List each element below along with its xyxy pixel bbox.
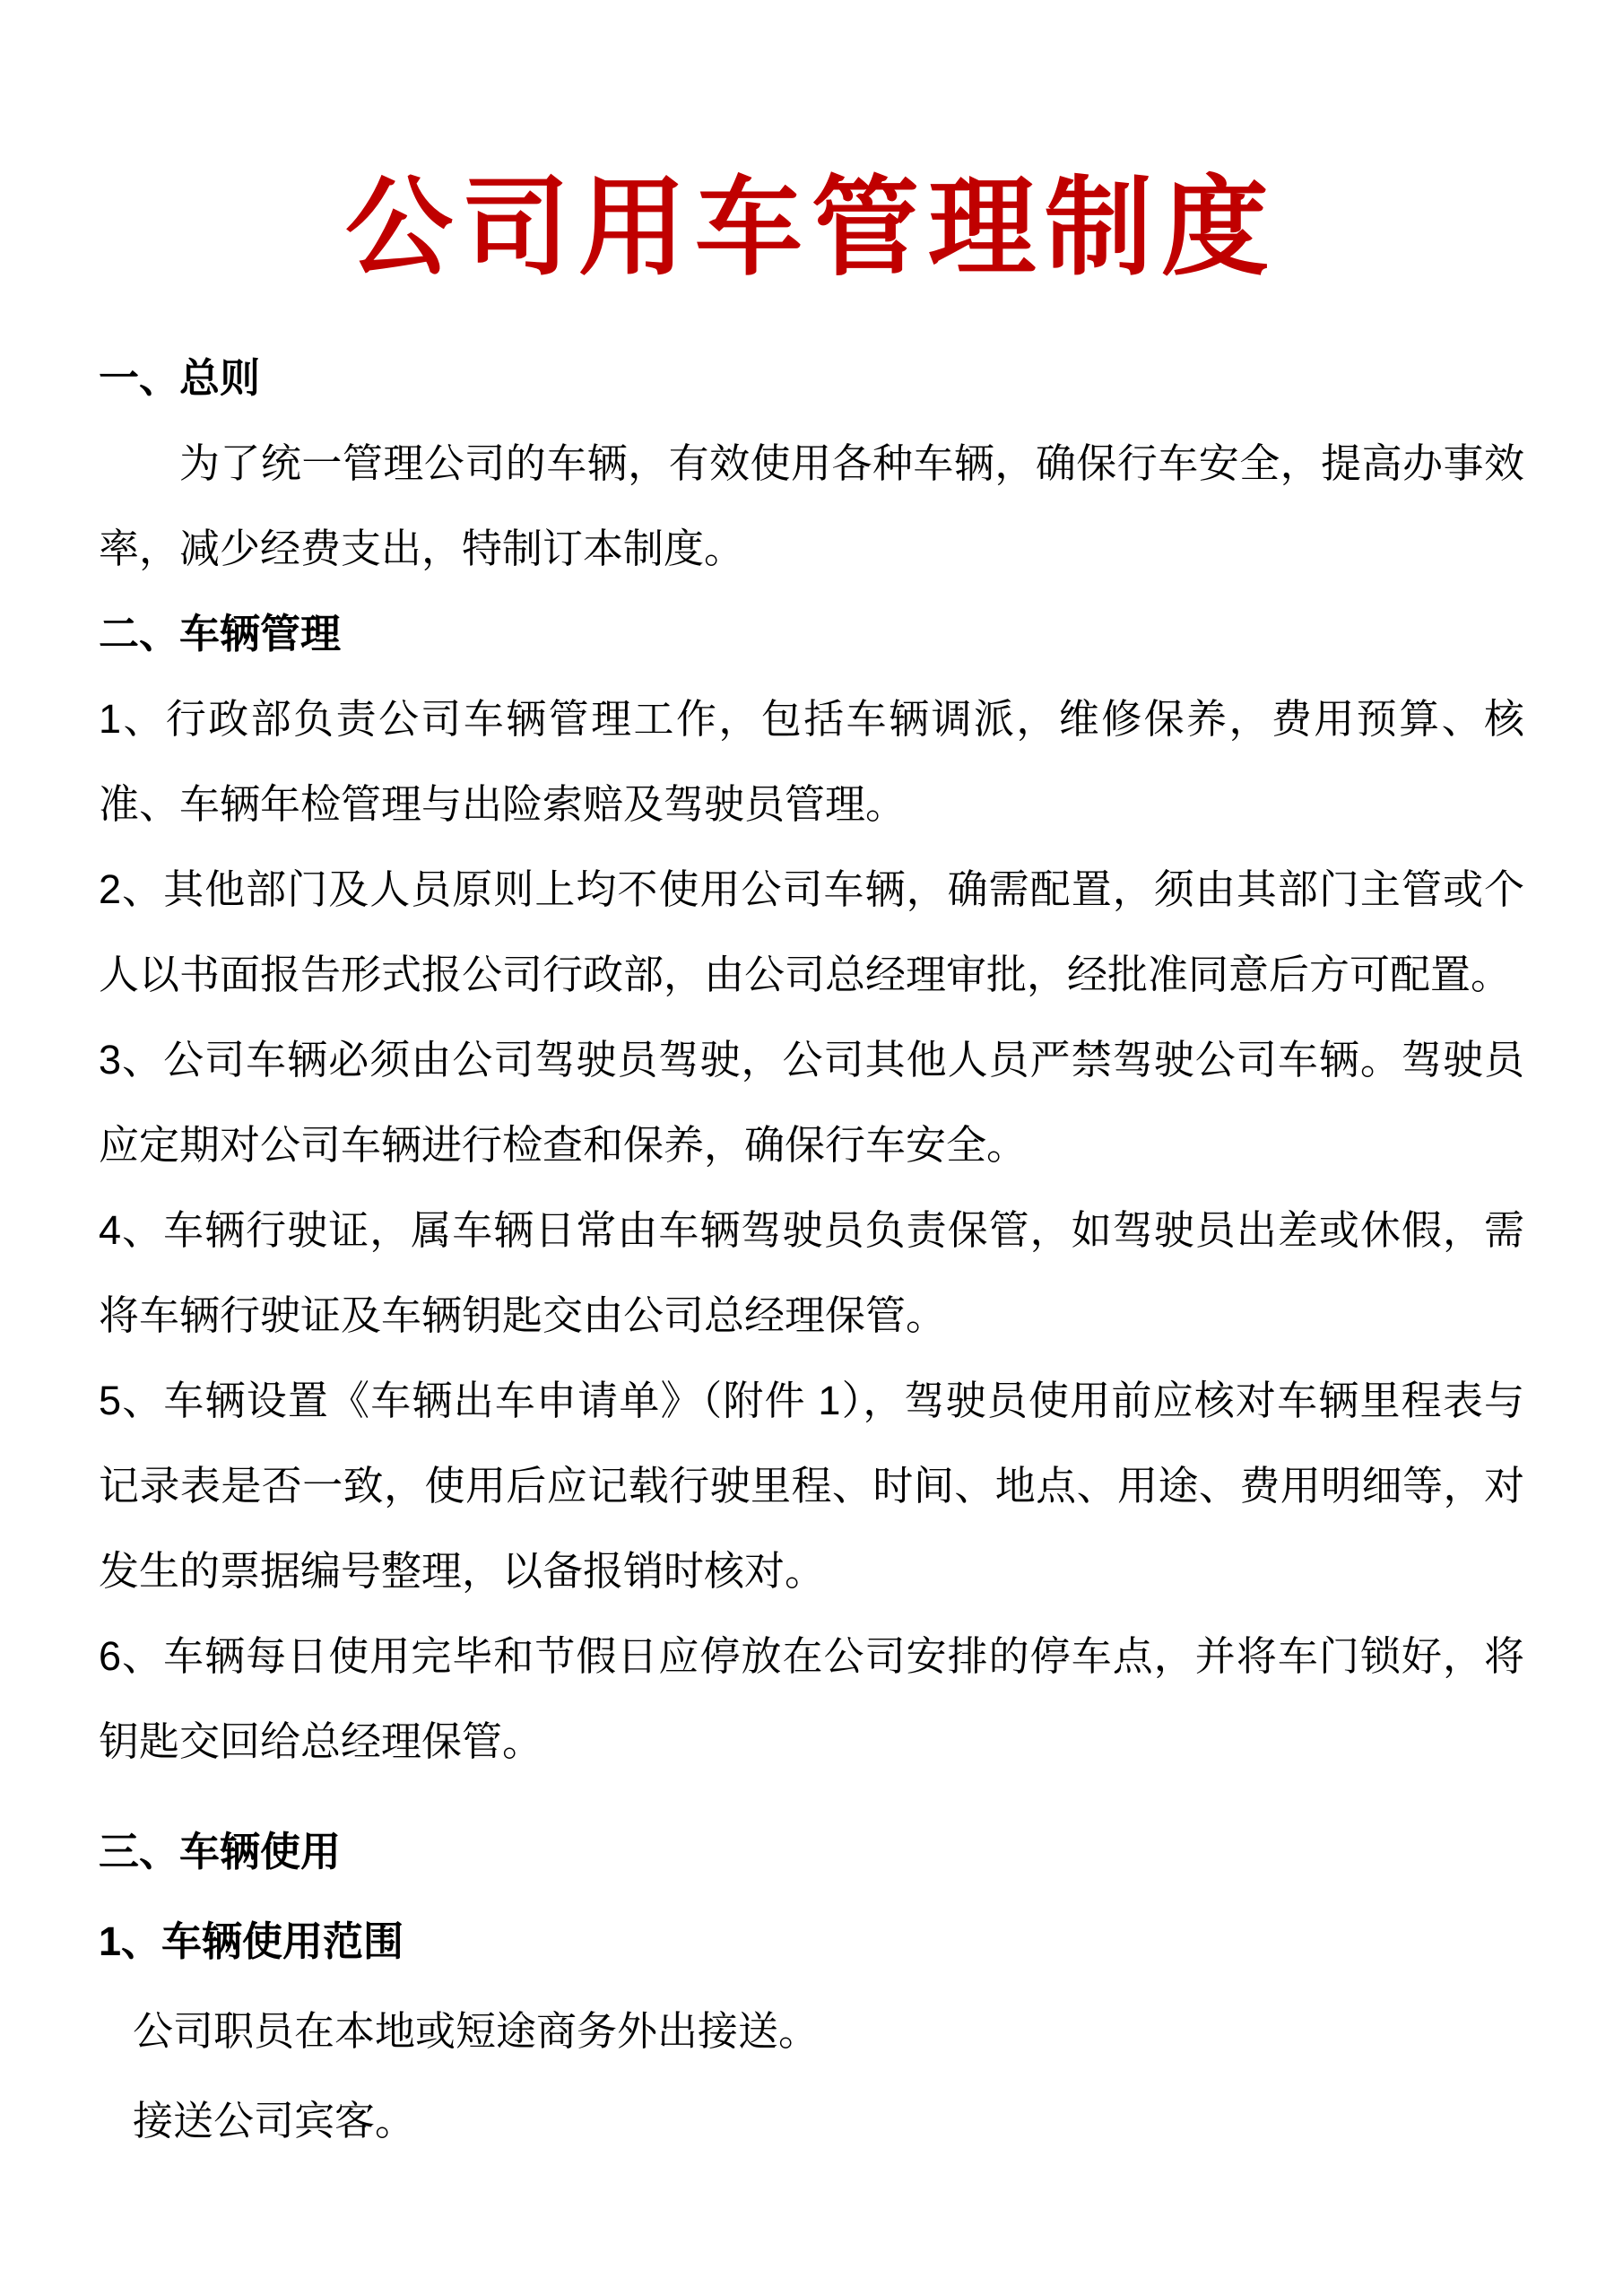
section2-heading: 二、车辆管理: [99, 611, 342, 657]
document-content: [0, 158, 1623, 2166]
section1-paragraph: 为了统一管理公司的车辆，有效使用各种车辆，确保行车安全，提高办事效率，减少经费支出，特制订本制度。: [99, 440, 1524, 571]
list-item: 3、公司车辆必须由公司驾驶员驾驶，公司其他人员严禁驾驶公司车辆。驾驶员应定期对公司车辆进行检查和保养，确保行车安全。: [99, 1037, 1524, 1168]
list-item: 5、车辆设置《车辆出车申请单》（附件 1），驾驶员使用前应核对车辆里程表与记录表是否一致，使用后应记载行驶里程、时间、地点、用途、费用明细等，对发生的票据编号整理，以备报销时核对。: [99, 1378, 1524, 1594]
section-vehicle-usage: [99, 1807, 1524, 2166]
list-item: 4、车辆行驶证，属车辆日常由车辆驾驶员负责保管，如驾驶员出差或休假，需将车辆行驶证及车辆钥匙交由公司总经理保管。: [99, 1207, 1524, 1338]
document-body: [99, 335, 1524, 2166]
list-item: 接送公司宾客。: [133, 2098, 416, 2144]
section3-heading: 三、车辆使用: [99, 1829, 342, 1874]
list-item: 1、行政部负责公司车辆管理工作，包括车辆调派，维修保养，费用预算、核准、车辆年检管理与出险索赔及驾驶员管理。: [99, 696, 1524, 827]
list-item: 6、车辆每日使用完毕和节假日应停放在公司安排的停车点，并将车门锁好，将钥匙交回给总经理保管。: [99, 1633, 1524, 1764]
section3-subheading: 1、车辆使用范围: [99, 1918, 404, 1964]
list-item: 公司职员在本地或短途商务外出接送。: [133, 2008, 820, 2054]
list-item: 2、其他部门及人员原则上均不使用公司车辆，确需配置，须由其部门主管或个人以书面报告形式报公司行政部，由公司总经理审批，经批准同意后方可配置。: [99, 866, 1524, 997]
section-vehicle-management: [99, 591, 1524, 1784]
section-general-rules: [99, 335, 1524, 591]
section1-heading: 一、总则: [99, 355, 261, 401]
document-title: 公司用车管理制度: [345, 168, 1278, 288]
